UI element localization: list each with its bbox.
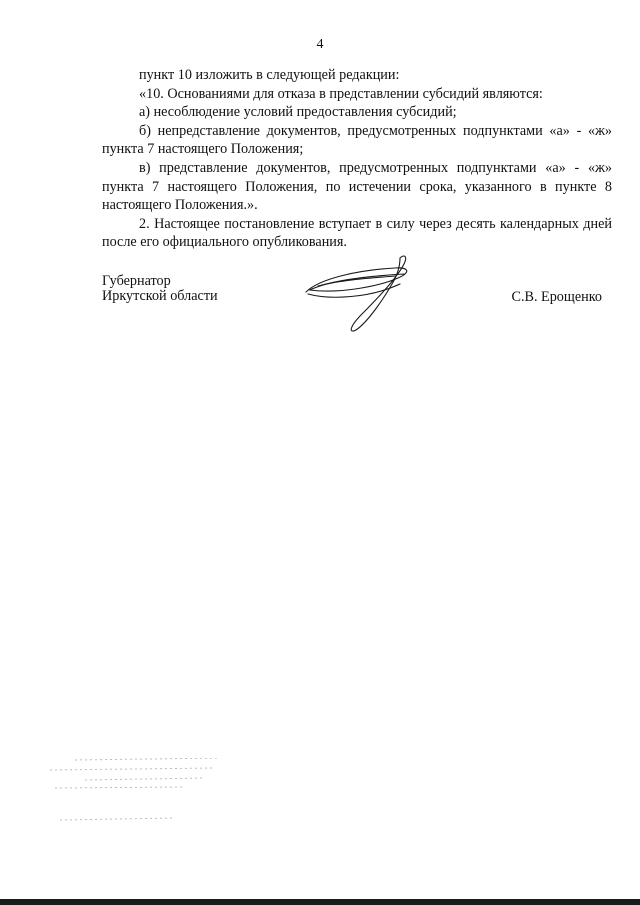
paragraph-2: «10. Основаниями для отказа в представлении субсидий являются:	[139, 85, 543, 102]
paragraph-4: б) непредставление документов, предусмотренных подпунктами «а» - «ж» пункта 7 настоящего Положения;	[102, 122, 612, 158]
signature-block	[102, 270, 612, 340]
faint-stamp-marks	[45, 758, 235, 828]
signatory-position-line2: Иркутской области	[102, 288, 218, 304]
paragraph-3: а) несоблюдение условий предоставления субсидий;	[139, 104, 457, 121]
page-number: 4	[316, 37, 324, 52]
scan-bottom-edge	[0, 899, 640, 905]
paragraph-6: 2. Настоящее постановление вступает в силу через десять календарных дней после его официального опубликования.	[102, 215, 612, 251]
signatory-name: С.В. Ерощенко	[511, 289, 602, 305]
paragraph-5: в) представление документов, предусмотренных подпунктами «а» - «ж» пункта 7 настоящего Положения, по истечении срока, указанного в пункте 8 настоящего Положения.».	[102, 159, 612, 214]
handwritten-signature	[300, 250, 420, 340]
document-body	[102, 66, 612, 252]
signatory-position	[102, 274, 218, 304]
paragraph-1: пункт 10 изложить в следующей редакции:	[139, 67, 400, 83]
signatory-position-line1: Губернатор	[102, 273, 171, 289]
